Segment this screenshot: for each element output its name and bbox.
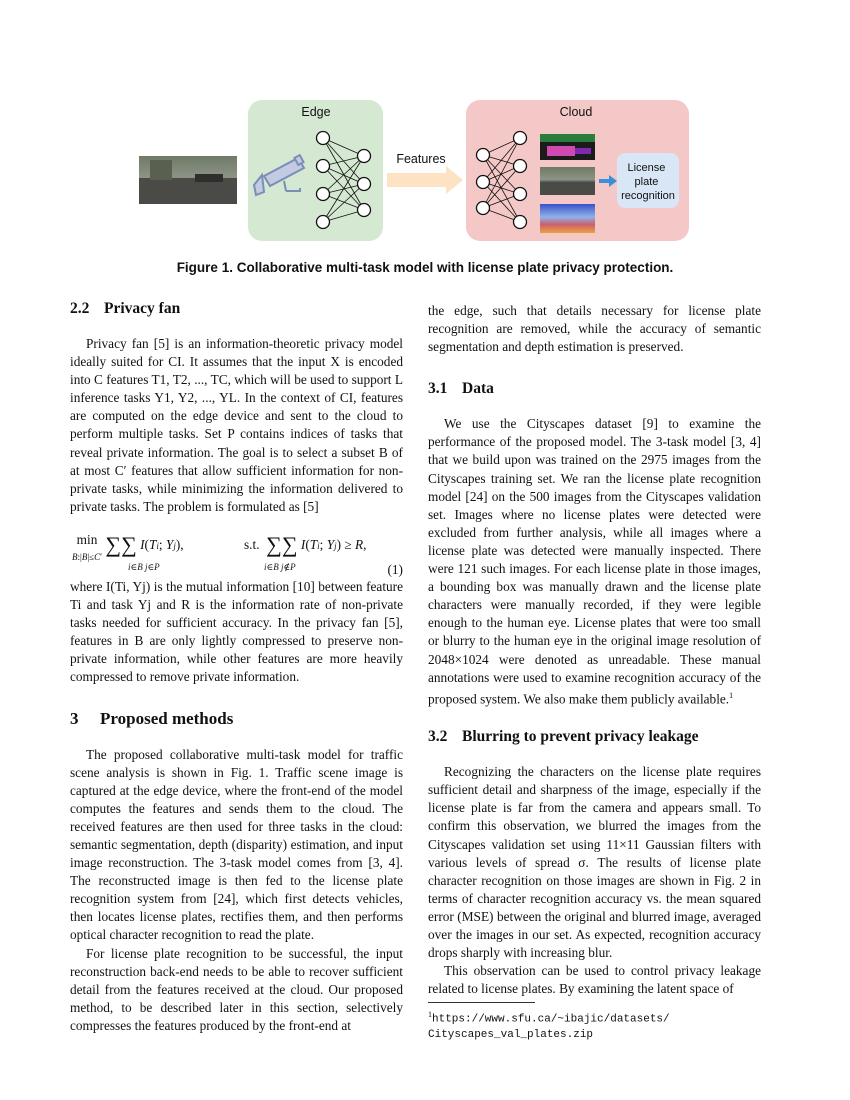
- paragraph-mutual-information: where I(Ti, Yj) is the mutual information [10] between feature Ti and task Yj and R is the information rate of non-private tasks needed for sufficient accuracy. In the privacy fan [5], features in B are only lightly compressed to preserve non-private information, while other features are more heavily compressed to remove private information.: [70, 578, 403, 685]
- footnote: [428, 1007, 761, 1043]
- equation-1: [70, 526, 403, 576]
- reconstructed-image: [540, 167, 595, 195]
- equation-number: (1): [387, 561, 403, 577]
- paragraph-proposed-model: The proposed collaborative multi-task model for traffic scene analysis is shown in Fig. 1. Traffic scene image is captured at the edge device, where the front-end of the model computes the features and sends them to the cloud. The received features are then used for three tasks in the cloud: semantic segmentation, depth (disparity) estimation, and input image reconstruction. The 3-task model comes from [3, 4]. The reconstructed image is then fed to the license plate recognition system from [24], which first detects vehicles, then locates license plates, rectifies them, and then performs optical character recognition to read the plate.: [70, 746, 403, 943]
- footnote-rule: [428, 1002, 535, 1003]
- license-plate-recognition-label: License plate recognition: [621, 162, 675, 202]
- paragraph-license-plate-recognition: For license plate recognition to be successful, the input reconstruction back-end needs to be able to recover sufficient detail from the features received at the cloud. Our proposed method, to be described later in this section, selectively compresses the features produced by the front-end at: [70, 945, 403, 1033]
- figure-1: [0, 0, 850, 290]
- section-heading-3-2: [428, 728, 761, 746]
- edge-label: Edge: [301, 105, 331, 119]
- paragraph-privacy-fan: Privacy fan [5] is an information-theoretic privacy model ideally suited for CI. It assumes that the input X is encoded into C features T1, T2, ..., TC, which will be used to support L inference tasks Y1, Y2, ..., YL. In the context of CI, features are computed on the edge device and sent to the cloud to perform multiple tasks. Set P contains indices of tasks that reveal private information. The goal is to select a subset B of at most C′ features that allow sufficient information for non-private tasks, while minimizing the information delivered to private tasks. The problem is formulated as [5]: [70, 336, 403, 514]
- network-node: [477, 149, 490, 162]
- network-node: [477, 176, 490, 189]
- network-node: [358, 178, 371, 191]
- network-node: [317, 132, 330, 145]
- section-number: 3.2: [428, 728, 448, 746]
- footnote-url-line-1: https://www.sfu.ca/~ibajic/datasets/: [432, 1014, 670, 1027]
- section-title: Privacy fan: [104, 300, 181, 317]
- segmentation-output-image: [540, 134, 595, 160]
- paragraph-continued: the edge, such that details necessary for license plate recognition are removed, while the accuracy of semantic segmentation and depth estimation is preserved.: [428, 303, 761, 355]
- section-heading-2-2: [70, 300, 403, 318]
- network-node: [317, 216, 330, 229]
- features-label: Features: [396, 152, 446, 166]
- cloud-label: Cloud: [559, 105, 593, 119]
- left-column: [70, 300, 403, 1035]
- right-column: [428, 302, 761, 1043]
- network-node: [358, 204, 371, 217]
- section-title: Proposed methods: [100, 708, 234, 728]
- section-title: Data: [462, 380, 494, 398]
- footnote-number: 1: [428, 1010, 432, 1020]
- network-node: [317, 160, 330, 173]
- network-node: [477, 202, 490, 215]
- section-number: 3.1: [428, 380, 448, 398]
- network-node: [317, 188, 330, 201]
- section-heading-3-1: [428, 380, 761, 398]
- paragraph-data: [428, 415, 761, 708]
- depth-output-image: [540, 204, 595, 233]
- network-node: [514, 188, 527, 201]
- footnote-marker: 1: [729, 690, 734, 700]
- network-node: [358, 150, 371, 163]
- paragraph-privacy-leakage: This observation can be used to control privacy leakage related to license plates. By examining the latent space of: [428, 963, 761, 997]
- features-arrow: [387, 166, 463, 194]
- section-number: 3: [70, 708, 79, 728]
- edge-box: [248, 100, 383, 241]
- equation-objective: min B:|B|≤C′ ∑∑ I(Ti; Yj), i∈B j∈P: [72, 531, 184, 572]
- figure-caption: Figure 1. Collaborative multi-task model with license plate privacy protection.: [176, 260, 674, 275]
- footnote-url-line-2: Cityscapes_val_plates.zip: [428, 1029, 594, 1042]
- network-node: [514, 216, 527, 229]
- network-node: [514, 160, 527, 173]
- input-street-image: [139, 156, 237, 204]
- section-heading-3: [70, 709, 403, 729]
- section-number: 2.2: [70, 300, 90, 317]
- section-title: Blurring to prevent privacy leakage: [462, 728, 699, 746]
- equation-constraint: s.t. ∑∑ I(Ti; Yj) ≥ R, i∈B j∉P: [244, 531, 367, 572]
- paragraph-blurring: Recognizing the characters on the license plate requires sufficient detail and sharpness of the image, especially if the license plate is far from the camera and appears small. To confirm this observation, we blurred the images from the Cityscapes validation set using 11×11 Gaussian filters with various levels of spread σ. The results of license plate character recognition on those images are shown in Fig. 2 in terms of character recognition accuracy vs. the mean squared error (MSE) between the original and blurred image, averaged over the images in our set. As expected, recognition accuracy drops sharply with increasing blur.: [428, 764, 761, 961]
- network-node: [514, 132, 527, 145]
- data-text: We use the Cityscapes dataset [9] to examine the performance of the proposed model. The 3-task model [3, 4] that we build upon was trained on the 2975 images from the Cityscapes training set. We ran the license plate recognition model [24] on the 500 images from the Cityscapes validation set. Images where no license plates were detected were excluded from further analysis, while all images where a license plate was detected were manually inspected. There were 121 such images. For each license plate in those images, a bounding box was manually drawn and the license plate characters were manually recorded, if they were legible enough to the human eye. License plates that were too small or blurry to the human eye in the original image resolution of 2048×1024 were denoted as unreadable. These manual annotations were used to examine recognition accuracy of the proposed system. We also make them publicly available.: [428, 416, 761, 707]
